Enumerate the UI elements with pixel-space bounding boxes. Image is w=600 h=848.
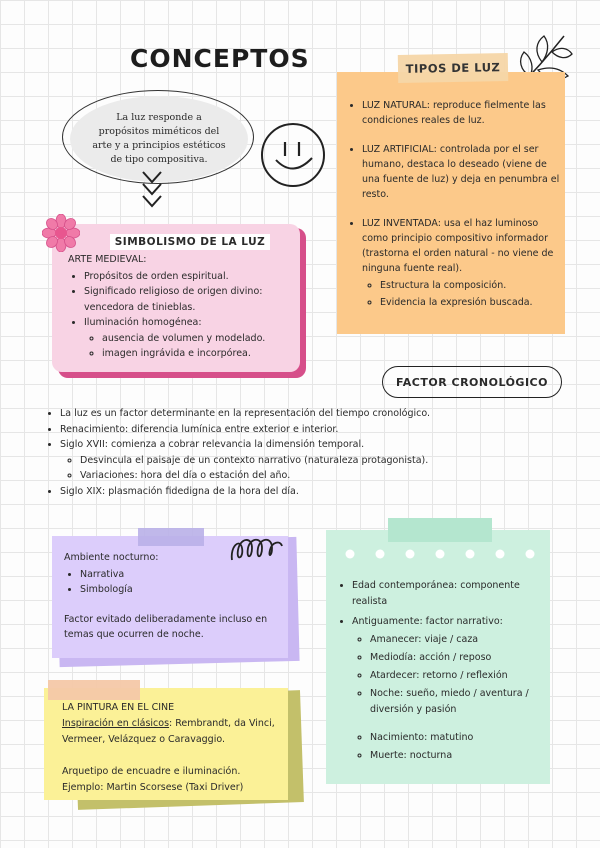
list-item [60, 437, 512, 484]
list-item: • Propósitos de orden espiritual. [84, 269, 294, 285]
sub-list-item: ◦ Evidencia la expresión buscada. [380, 295, 560, 310]
list-item-text: Antiguamente: factor narrativo: [352, 616, 503, 627]
list-item: • Narrativa [80, 567, 284, 583]
list-item [84, 315, 294, 362]
tape [48, 680, 140, 700]
sub-list-item: ◦ Desvincula el paisaje de un contexto narrativo (naturaleza protagonista). [80, 453, 512, 469]
intro-bubble: La luz responde a propósitos miméticos del arte y a principios estéticos de tipo compositiva. [70, 96, 248, 182]
sub-list-item: ◦ Estructura la composición. [380, 278, 560, 293]
list-item [352, 614, 542, 764]
sub-list-item: ◦ imagen ingrávida e incorpórea. [102, 346, 294, 362]
list-item: • La luz es un factor determinante en la representación del tiempo cronológico. [60, 406, 512, 422]
cine-heading: LA PINTURA EN EL CINE [62, 702, 175, 713]
sub-list-item: ◦ Muerte: nocturna [370, 748, 542, 764]
nocturno-content [64, 550, 284, 643]
sub-list-item: ◦ Mediodía: acción / reposo [370, 650, 542, 666]
list-item: • Edad contemporánea: componente realista [352, 578, 542, 610]
simbolismo-label: ARTE MEDIEVAL: [68, 254, 147, 265]
sub-list-item: ◦ Atardecer: retorno / reflexión [370, 668, 542, 684]
sub-list-item: ◦ Amanecer: viaje / caza [370, 632, 542, 648]
list-item-text: Iluminación homogénea: [84, 317, 202, 328]
list-item: • Significado religioso de origen divino: vencedora de tinieblas. [84, 284, 294, 315]
tape [138, 528, 204, 546]
factor-heading: FACTOR CRONOLÓGICO [382, 366, 562, 398]
cine-content [62, 700, 280, 796]
binder-holes [342, 548, 538, 560]
sub-list-item: ◦ Noche: sueño, miedo / aventura / diversión y pasión [370, 686, 542, 718]
nocturno-note-text: Factor evitado deliberadamente incluso en temas que ocurren de noche. [64, 613, 268, 640]
simbolismo-heading: SIMBOLISMO DE LA LUZ [110, 234, 270, 250]
list-item-text: LUZ INVENTADA: usa el haz luminoso como principio compositivo informador (trastorna el orden natural - no viene de ninguna fuente real). [362, 218, 554, 274]
cine-inspiracion [62, 716, 280, 748]
cine-inspiracion-label: Inspiración en clásicos [62, 718, 170, 729]
nocturno-label: Ambiente nocturno: [64, 552, 159, 563]
list-item: • Siglo XIX: plasmación fidedigna de la hora del día. [60, 484, 512, 500]
list-item: • Simbología [80, 582, 284, 598]
cine-arquetipo: Arquetipo de encuadre e iluminación. [62, 766, 241, 777]
sub-list-item: ◦ ausencia de volumen y modelado. [102, 331, 294, 347]
tipos-luz-heading: TIPOS DE LUZ [398, 53, 508, 83]
cine-ejemplo: Ejemplo: Martin Scorsese (Taxi Driver) [62, 782, 244, 793]
tape [388, 518, 492, 542]
simbolismo-content [68, 252, 294, 362]
page-title: CONCEPTOS [130, 44, 310, 73]
list-item: • Renacimiento: diferencia lumínica entre exterior e interior. [60, 422, 512, 438]
list-item: • LUZ ARTIFICIAL: controlada por el ser humano, destaca lo deseado (viene de una fuente de luz) y deja en penumbra el resto. [362, 142, 560, 202]
factor-list [42, 406, 512, 499]
tipos-luz-list [346, 98, 560, 312]
cine-inspiracion-text: : Rembrandt, da Vinci, Vermeer, Velázquez o Caravaggio. [62, 718, 275, 745]
sub-list-item: ◦ Variaciones: hora del día o estación del año. [80, 468, 512, 484]
sub-list-item: ◦ Nacimiento: matutino [370, 730, 542, 746]
list-item [362, 216, 560, 310]
smiley-icon [258, 120, 328, 190]
flower-icon [42, 214, 80, 252]
chevron-down-icon [140, 168, 164, 212]
list-item: • LUZ NATURAL: reproduce fielmente las condiciones reales de luz. [362, 98, 560, 128]
epocas-content [336, 578, 542, 764]
list-item-text: Siglo XVII: comienza a cobrar relevancia la dimensión temporal. [60, 439, 365, 450]
